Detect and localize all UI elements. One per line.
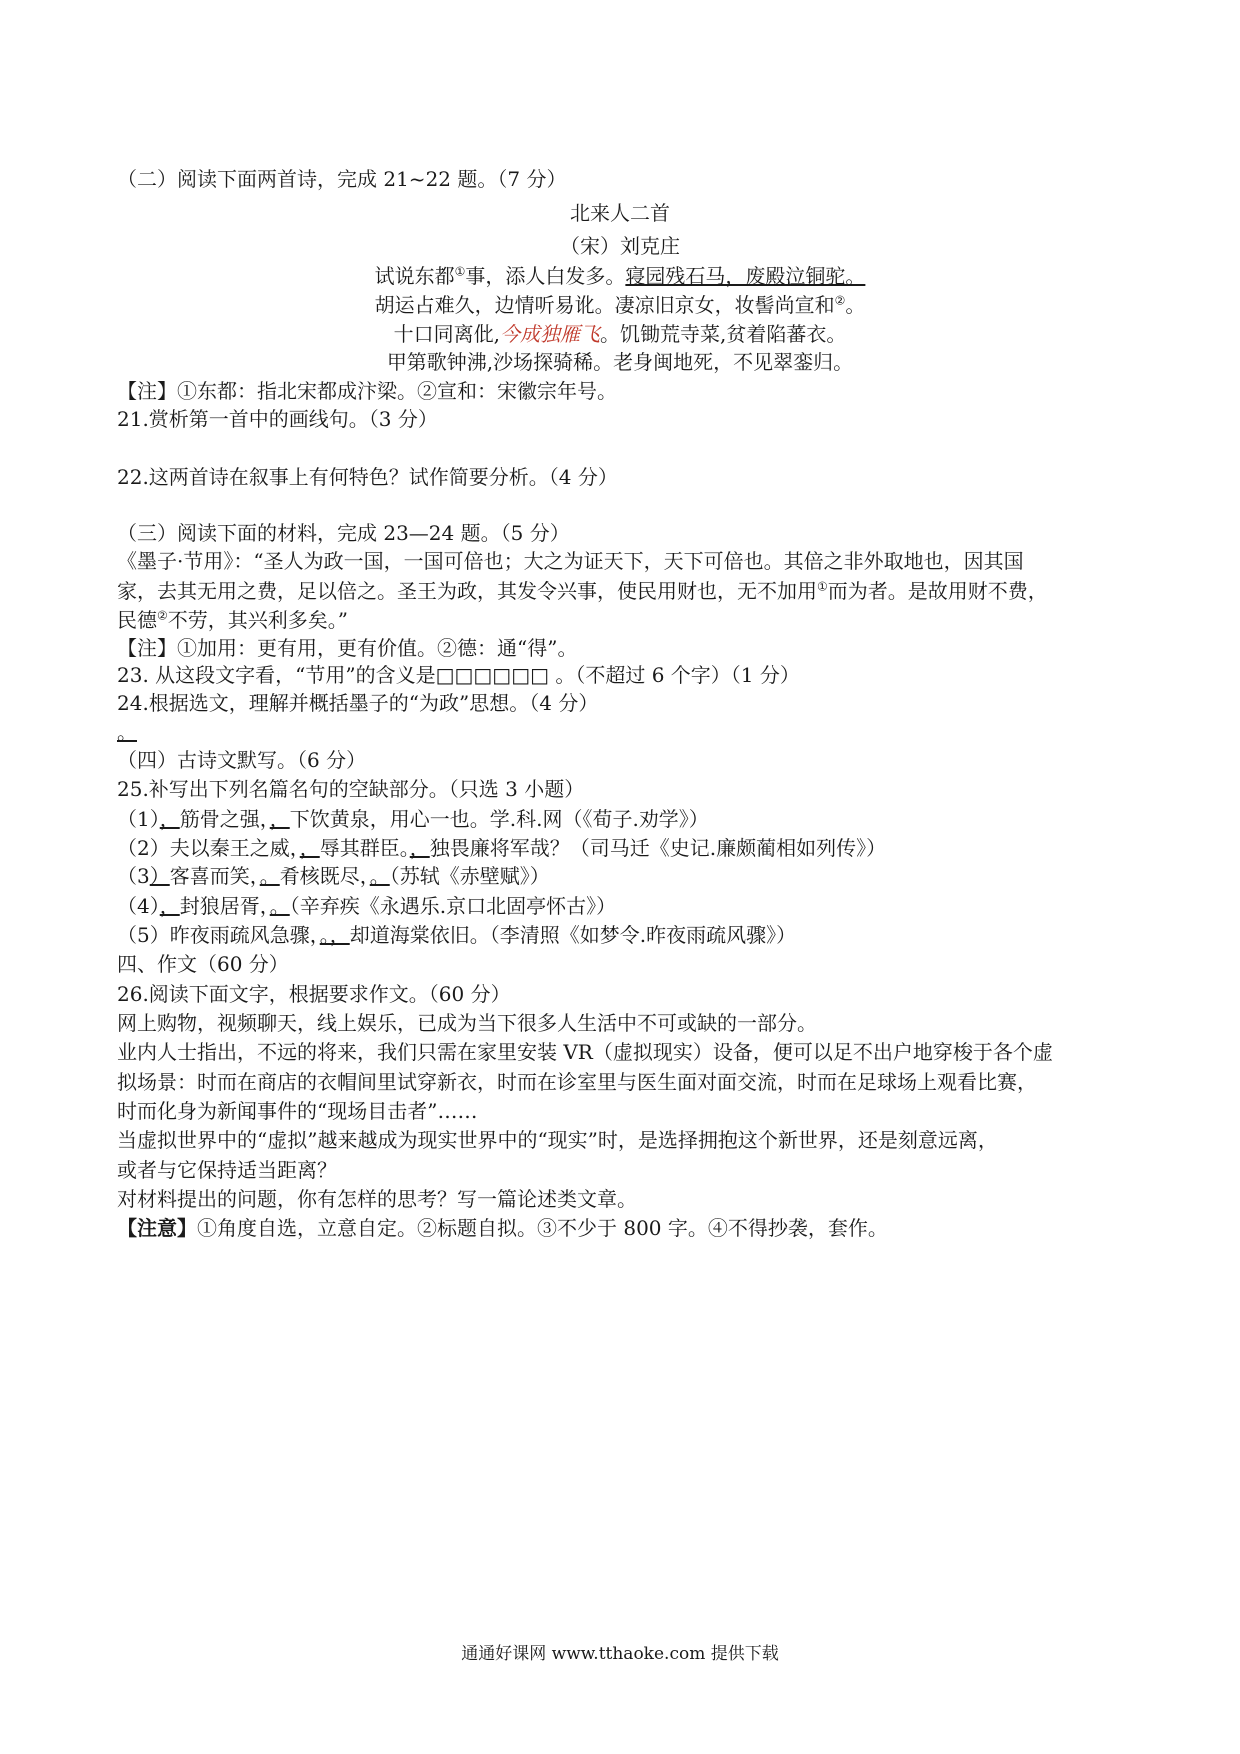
item-text: （4） [117,894,160,918]
poem-line-1 [0,262,1240,290]
item-text: （3 [117,864,150,888]
question-21: 21.赏析第一首中的画线句。（3 分） [117,407,438,431]
question-24-blank [117,718,137,746]
recitation-item-1 [117,805,709,833]
passage-text: 不劳，其兴利多矣。” [167,608,348,632]
poem-text: 十口同离仳, [393,322,500,346]
section3-header: （三）阅读下面的材料，完成 23—24 题。（5 分） [117,521,570,545]
material-line-1: 网上购物，视频聊天，线上娱乐，已成为当下很多人生活中不可或缺的一部分。 [117,1011,817,1035]
material-line-7: 对材料提出的问题，你有怎样的思考？写一篇论述类文章。 [117,1187,637,1211]
question-25: 25.补写出下列名篇名句的空缺部分。（只选 3 小题） [117,777,585,801]
answer-blank: ， [159,807,180,831]
highlighted-phrase: 今成独雁飞 [500,322,600,346]
question-26: 26.阅读下面文字，根据要求作文。（60 分） [117,982,511,1006]
item-text: 肴核既尽， [279,864,370,888]
passage-text: 民德 [117,608,157,632]
item-text: 却道海棠依旧。（李清照《如梦令.昨夜雨疏风骤》） [349,923,797,947]
composition-requirements [117,1214,888,1242]
answer-blank: ， [159,894,180,918]
material-line-4: 时而化身为新闻事件的“现场目击者”…… [117,1099,478,1123]
item-text: 筋骨之强， [179,807,270,831]
item-text: （苏轼《赤壁赋》） [389,864,550,888]
poem-text: 胡运占难久，边情听易讹。凄凉旧京女，妆髻尚宣和 [374,293,835,317]
passage-line-3 [117,606,348,634]
answer-blank: 。 [369,864,390,888]
item-text: （2）夫以秦王之威， [117,836,300,860]
item-text: 封狼居胥， [179,894,270,918]
footnote-mark-1: ① [817,579,828,594]
poem-text: 。饥锄荒寺菜,贫着陷蕃衣。 [600,322,847,346]
material-line-6: 或者与它保持适当距离？ [117,1158,337,1182]
material-line-2: 业内人士指出，不远的将来，我们只需在家里安装 VR（虚拟现实）设备，便可以足不出户地穿梭于各个虚 [117,1040,1053,1064]
footnote-mark-2: ② [834,293,846,308]
requirements-label: 【注意】 [117,1216,197,1240]
item-text: 客喜而笑， [169,864,260,888]
poem-title: 北来人二首 [570,201,670,225]
question-22: 22.这两首诗在叙事上有何特色？试作简要分析。（4 分） [117,465,618,489]
section2-note: 【注】①东都：指北宋都成汴梁。②宣和：宋徽宗年号。 [117,379,617,403]
footnote-mark-2: ② [157,608,168,623]
item-text: 独畏廉将军哉？（司马迁《史记.廉颇蔺相如列传》） [429,836,887,860]
question-23: 23. 从这段文字看，“节用”的含义是□□□□□□ 。（不超过 6 个字）（1 分） [117,663,800,687]
answer-blank: ， [409,836,430,860]
footnote-mark-1: ① [454,264,466,279]
poem-text: 事，添人白发多。 [465,264,626,288]
section4-header: （四）古诗文默写。（6 分） [117,748,367,772]
poem-line-2 [0,291,1240,319]
item-text: 下饮黄泉，用心一也。学.科.网（《荀子.劝学》） [289,807,709,831]
page-footer: 通通好课网 www.tthaoke.com 提供下载 [461,1644,779,1664]
poem-text: 。 [845,293,866,317]
recitation-item-2 [117,834,886,862]
recitation-item-4 [117,892,616,920]
recitation-item-3 [117,862,550,890]
answer-blank: ， [299,836,320,860]
underlined-line: 寝园残石马，废殿泣铜驼。 [625,264,866,288]
passage-text: 而为者。是故用财不费， [827,579,1048,603]
item-text: （辛弃疾《永遇乐.京口北固亭怀古》） [289,894,617,918]
material-line-5: 当虚拟世界中的“虚拟”越来越成为现实世界中的“现实”时，是选择拥抱这个新世界，还是刻意远离， [117,1128,998,1152]
material-line-3: 拟场景：时而在商店的衣帽间里试穿新衣，时而在诊室里与医生面对面交流，时而在足球场上观看比赛， [117,1070,1037,1094]
passage-line-1: 《墨子·节用》：“圣人为政一国，一国可倍也；大之为证天下，天下可倍也。其倍之非外取地也，因其国 [117,549,1024,573]
answer-blank: 。 [269,894,290,918]
poem-line-4: 甲第歌钟沸,沙场探骑稀。老身闽地死，不见翠銮归。 [386,350,854,374]
section2-header: （二）阅读下面两首诗，完成 21~22 题。（7 分） [117,167,567,191]
composition-header: 四、作文（60 分） [117,952,289,976]
answer-blank: ， [269,807,290,831]
answer-blank: 。 [117,720,137,744]
question-24: 24.根据选文，理解并概括墨子的“为政”思想。（4 分） [117,691,599,715]
passage-text: 家，去其无用之费，足以倍之。圣王为政，其发令兴事，使民用财也，无不加用 [117,579,817,603]
answer-blank: 。， [319,923,350,947]
poem-text: 试说东都 [374,264,455,288]
passage-line-2 [117,577,1048,605]
poem-author: （宋）刘克庄 [560,234,680,258]
recitation-item-5 [117,921,796,949]
item-text: （5）昨夜雨疏风急骤， [117,923,320,947]
item-text: 辱其群臣。 [319,836,410,860]
answer-blank: ） [149,864,170,888]
poem-line-3 [0,320,1240,348]
section3-note: 【注】①加用：更有用，更有价值。②德：通“得”。 [117,636,578,660]
requirements-text: ①角度自选，立意自定。②标题自拟。③不少于 800 字。④不得抄袭，套作。 [197,1216,888,1240]
answer-blank: 。 [259,864,280,888]
item-text: （1） [117,807,160,831]
